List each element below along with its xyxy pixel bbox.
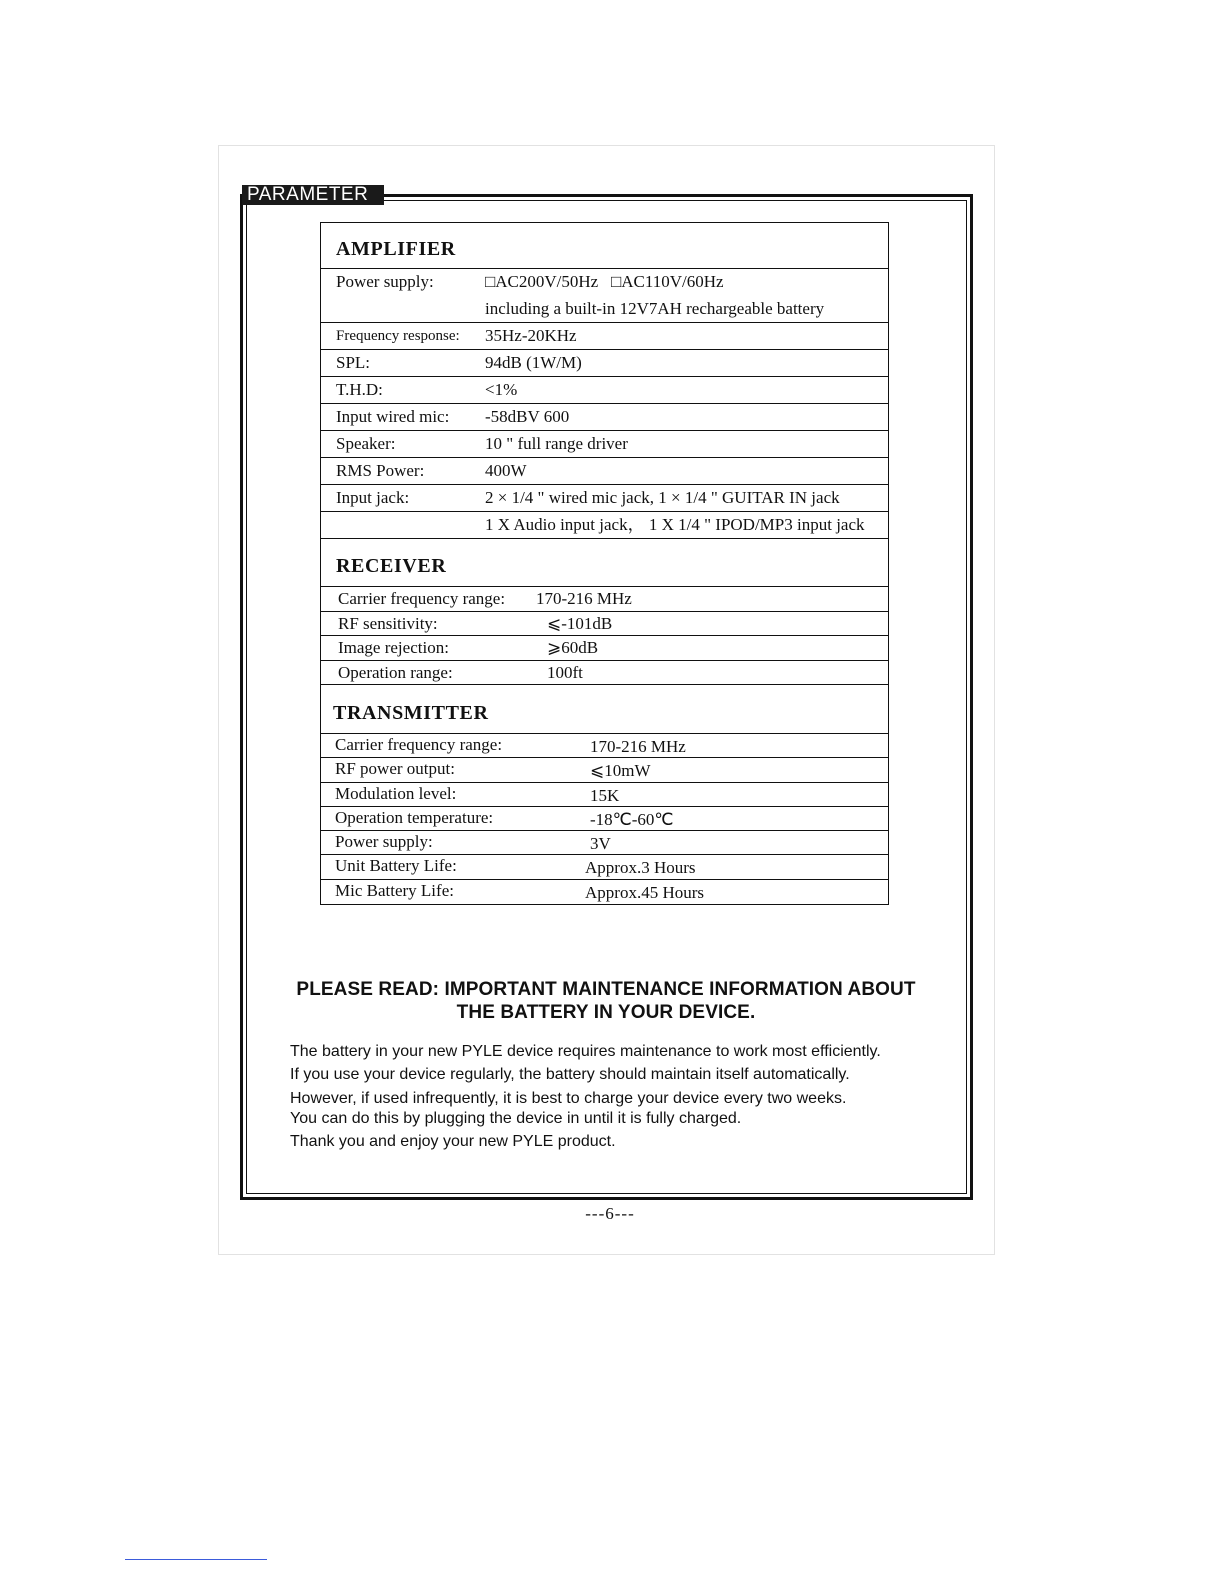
- table-row: [321, 661, 888, 686]
- row-value: <1%: [485, 380, 518, 399]
- row-value: 100ft: [547, 662, 583, 682]
- row-label: Input jack:: [336, 488, 410, 507]
- receiver-heading: RECEIVER: [321, 539, 888, 587]
- row-label: Input wired mic:: [336, 407, 450, 426]
- notice-line: If you use your device regularly, the battery should maintain itself automatically.: [290, 1066, 850, 1083]
- row-label: Carrier frequency range:: [335, 735, 503, 754]
- row-value: 3V: [590, 834, 611, 854]
- row-value: 94dB (1W/M): [485, 353, 582, 372]
- row-value: 1 X Audio input jack， 1 X 1/4 " IPOD/MP3 input jack: [485, 515, 865, 534]
- notice-title-line: PLEASE READ: IMPORTANT MAINTENANCE INFORMATION ABOUT: [296, 979, 916, 1000]
- row-value: Approx.3 Hours: [585, 858, 696, 878]
- notice-line: Thank you and enjoy your new PYLE product.: [290, 1133, 616, 1150]
- amplifier-section: [321, 269, 888, 539]
- row-label: RF sensitivity:: [338, 613, 438, 633]
- table-row: [321, 323, 888, 350]
- row-label: Power supply:: [335, 832, 433, 852]
- row-value: ⩽-101dB: [547, 613, 613, 633]
- table-row: [321, 458, 888, 485]
- notice-body: [290, 1040, 950, 1156]
- table-row: [321, 404, 888, 431]
- table-row: [321, 807, 888, 831]
- table-row: [321, 377, 888, 404]
- table-row: [321, 269, 888, 323]
- row-label: RMS Power:: [336, 461, 425, 480]
- spec-table: [320, 222, 889, 905]
- row-value: 15K: [590, 785, 620, 805]
- row-value: ⩽10mW: [590, 761, 651, 781]
- row-value: 2 × 1/4 " wired mic jack, 1 × 1/4 " GUITAR IN jack: [485, 488, 840, 507]
- table-row: [321, 758, 888, 782]
- row-value: 400W: [485, 461, 527, 480]
- row-value: -58dBV 600: [485, 407, 570, 426]
- row-value: -18℃-60℃: [590, 809, 674, 829]
- row-label: Frequency response:: [336, 328, 460, 344]
- table-row: [321, 734, 888, 758]
- row-label: Mic Battery Life:: [335, 880, 454, 900]
- table-row: [321, 612, 888, 637]
- row-value: 35Hz-20KHz: [485, 326, 577, 345]
- row-label: T.H.D:: [336, 380, 383, 399]
- row-label: SPL:: [336, 353, 371, 372]
- amplifier-heading: AMPLIFIER: [321, 223, 888, 269]
- receiver-section: [321, 587, 888, 685]
- row-value: including a built-in 12V7AH rechargeable battery: [485, 299, 825, 318]
- row-value: Approx.45 Hours: [585, 882, 704, 902]
- notice-line: The battery in your new PYLE device requires maintenance to work most efficiently.: [290, 1043, 881, 1060]
- row-label: Unit Battery Life:: [335, 856, 457, 876]
- table-row: [321, 783, 888, 807]
- transmitter-heading: TRANSMITTER: [321, 685, 888, 734]
- footnote-rule: [125, 1559, 267, 1560]
- table-row: [321, 880, 888, 904]
- table-row: [321, 587, 888, 612]
- page-number: ---6---: [585, 1204, 635, 1223]
- notice-line: However, if used infrequently, it is best to charge your device every two weeks.: [290, 1090, 847, 1107]
- table-row: [321, 636, 888, 661]
- row-label: Carrier frequency range:: [338, 589, 506, 608]
- row-value: □AC200V/50Hz □AC110V/60Hz: [485, 272, 724, 291]
- row-label: Image rejection:: [338, 638, 449, 657]
- row-value: 10 " full range driver: [485, 434, 628, 453]
- notice-title: [260, 978, 952, 1024]
- row-value: 170-216 MHz: [536, 589, 632, 608]
- table-row: [321, 350, 888, 377]
- row-value: 170-216 MHz: [590, 737, 686, 756]
- row-value: ⩾60dB: [547, 638, 599, 657]
- table-row: [321, 431, 888, 458]
- table-row: [321, 855, 888, 879]
- row-label: Power supply:: [336, 272, 434, 291]
- row-label: Operation temperature:: [335, 807, 494, 827]
- row-label: Operation range:: [338, 662, 453, 682]
- table-row: [321, 512, 888, 539]
- table-row: [321, 485, 888, 512]
- row-label: RF power output:: [335, 759, 455, 779]
- row-label: Modulation level:: [335, 783, 457, 803]
- table-row: [321, 831, 888, 855]
- notice-title-line: THE BATTERY IN YOUR DEVICE.: [456, 1002, 756, 1023]
- row-label: Speaker:: [336, 434, 396, 453]
- notice-line: You can do this by plugging the device in until it is fully charged.: [290, 1110, 742, 1127]
- parameter-tab: PARAMETER: [242, 185, 384, 205]
- transmitter-section: [321, 734, 888, 904]
